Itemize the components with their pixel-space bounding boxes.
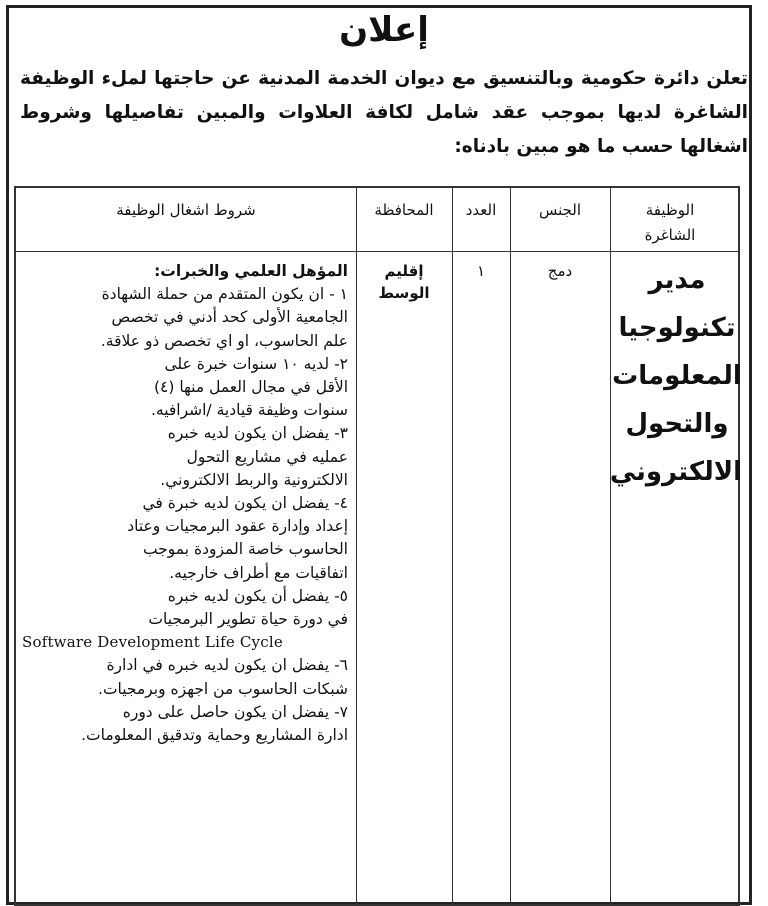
header-gender: الجنس [538,201,582,219]
requirement-line: ادارة المشاريع وحماية وتدقيق المعلومات. [81,726,348,745]
header-requirements: شروط اشغال الوظيفة [116,201,256,219]
column-divider [356,188,357,904]
job-title-line: مدير [648,265,706,295]
header-divider [16,251,738,252]
requirement-line: اتفاقيات مع أطراف خارجيه. [169,563,348,582]
job-title [609,256,742,496]
requirements-list [22,260,348,747]
requirement-line: ٦- يفضل ان يكون لديه خبره في ادارة [106,656,348,675]
header-count: العدد [465,201,497,219]
job-title-line: المعلومات [612,361,742,391]
requirements-heading: المؤهل العلمي والخبرات: [154,262,348,280]
requirement-line: ٢- لديه ١٠ سنوات خبرة على [164,354,348,373]
requirement-line: عمليه في مشاريع التحول [186,447,348,466]
requirement-line: ٧- يفضل ان يكون حاصل على دوره [122,702,348,721]
requirement-line: الالكترونية والربط الالكتروني. [160,470,348,489]
governorate-value: إقليم الوسط [378,262,430,302]
job-title-line: تكنولوجيا [618,313,736,343]
requirement-line: الأقل في مجال العمل منها (٤) [153,378,348,397]
count-value: ١ [476,262,486,280]
header-governorate: المحافظة [374,201,434,219]
announcement-title: إعلان [339,10,429,50]
requirement-line: ٤- يفضل ان يكون لديه خبرة في [142,494,348,513]
requirement-line: ١ - ان يكون المتقدم من حملة الشهادة [101,285,348,304]
column-divider [510,188,511,904]
job-table [14,186,740,906]
requirement-english-line: Software Development Life Cycle [22,633,283,652]
gender-value: دمج [547,262,573,280]
announcement-intro: تعلن دائرة حكومية وبالتنسيق مع ديوان الخدمة المدنية عن حاجتها لملء الوظيفة الشاغرة لديها بموجب عقد شامل لكافة العلاوات والمبين تفاصيلها وشروط اشغالها حسب ما هو مبين بادناه: [20,68,748,157]
requirement-line: ٥- يفضل أن يكون لديه خبره [167,586,348,605]
requirement-line: في دورة حياة تطوير البرمجيات [148,610,348,629]
requirement-line: علم الحاسوب، او اي تخصص ذو علاقة. [100,331,348,350]
requirement-line: الحاسوب خاصة المزودة بموجب [142,540,348,559]
requirement-line: ٣- يفضل ان يكون لديه خبره [167,424,348,443]
requirement-line: الجامعية الأولى كحد أدني في تخصص [111,308,348,327]
job-title-line: والتحول [625,409,729,439]
requirement-line: إعداد وإدارة عقود البرمجيات وعتاد [127,517,348,536]
column-divider [610,188,611,904]
header-job: الوظيفة الشاغرة [644,201,696,244]
job-title-line: الالكتروني [609,457,742,487]
requirement-line: شبكات الحاسوب من اجهزه وبرمجيات. [98,679,348,698]
column-divider [452,188,453,904]
requirement-line: سنوات وظيفة قيادية /اشرافيه. [150,401,348,420]
